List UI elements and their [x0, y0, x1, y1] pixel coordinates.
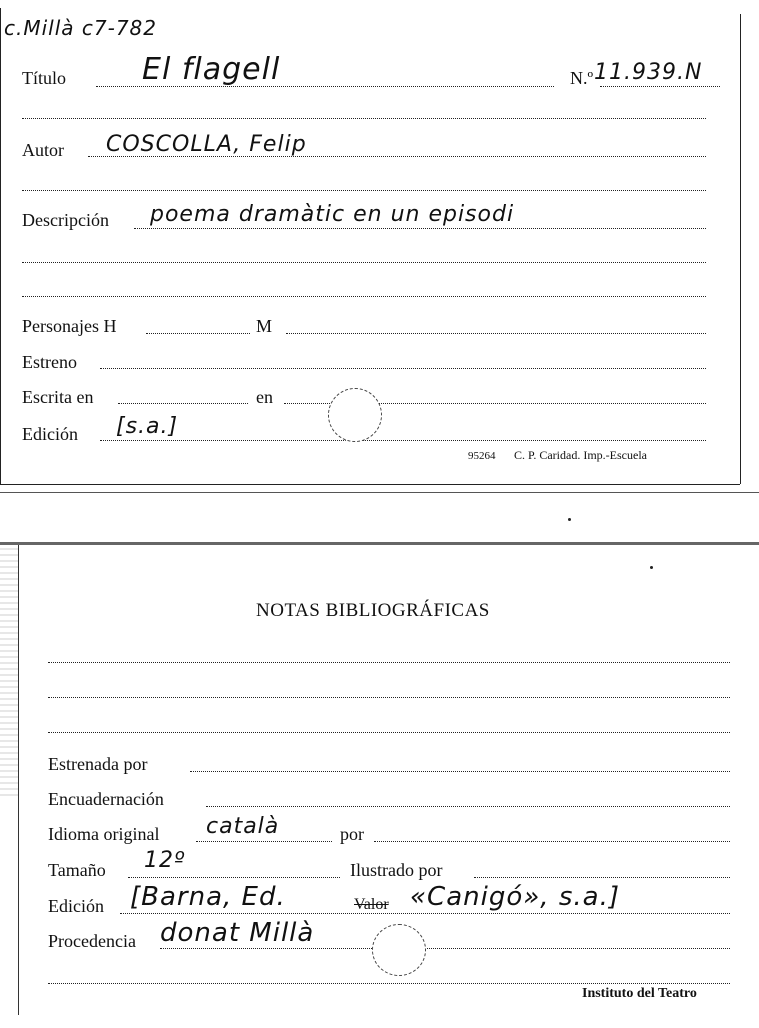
punch-hole-2	[372, 924, 426, 976]
edicion-value: [s.a.]	[116, 414, 179, 439]
descripcion-label: Descripción	[22, 210, 109, 230]
blank-line-3	[22, 262, 706, 263]
card-top-left-edge	[0, 8, 1, 484]
estreno-label: Estreno	[22, 352, 77, 372]
card-bottom-top-edge	[0, 542, 759, 545]
procedencia-label: Procedencia	[48, 931, 136, 951]
notas-line-1	[48, 662, 730, 663]
idioma-label: Idioma original	[48, 824, 160, 844]
card-top-bottom-edge	[0, 484, 740, 485]
edicion2-label: Edición	[48, 896, 104, 916]
edicion2-value-b: «Canigó», s.a.]	[410, 882, 620, 912]
top-note: c.Millà c7-782	[4, 16, 158, 40]
numero-line	[600, 86, 720, 87]
tamano-label: Tamaño	[48, 860, 106, 880]
numero-label: N.º	[570, 68, 594, 88]
edicion2-struck: Valor	[354, 896, 389, 913]
personajes-h-line	[146, 333, 250, 334]
edicion2-value-a: [Barna, Ed.	[130, 882, 286, 912]
procedencia-value: donat Millà	[160, 918, 315, 948]
edicion-label: Edición	[22, 424, 78, 444]
punch-hole	[328, 388, 382, 442]
descripcion-value: poema dramàtic en un episodi	[150, 202, 515, 227]
procedencia-line	[160, 948, 730, 949]
blank-line-2	[22, 190, 706, 191]
tamano-line	[128, 877, 340, 878]
edicion-line	[100, 440, 706, 441]
card-top-right-edge	[740, 14, 741, 484]
titulo-label: Título	[22, 68, 66, 88]
printer-name: C. P. Caridad. Imp.-Escuela	[514, 448, 647, 462]
idioma-line	[196, 841, 332, 842]
scan-noise-left	[0, 548, 18, 798]
notas-line-2	[48, 697, 730, 698]
por-line	[374, 841, 730, 842]
encuadernacion-line	[206, 806, 730, 807]
blank-line-4	[22, 296, 706, 297]
scan-speck	[650, 566, 653, 569]
notas-line-3	[48, 732, 730, 733]
edicion2-line	[120, 913, 730, 914]
autor-value: COSCOLLA, Felip	[106, 132, 307, 157]
personajes-m-label: M	[256, 316, 273, 336]
por-label: por	[340, 824, 364, 844]
personajes-label: Personajes H	[22, 316, 117, 336]
card-bottom-left-edge	[18, 545, 19, 1015]
instituto-footer: Instituto del Teatro	[582, 986, 697, 1001]
scan-speck	[568, 518, 571, 521]
escrita-en2-label: en	[256, 387, 273, 407]
encuadernacion-label: Encuadernación	[48, 789, 164, 809]
numero-value: 11.939.N	[594, 60, 703, 85]
tamano-value: 12º	[144, 848, 186, 873]
ilustrado-line	[474, 877, 730, 878]
escrita-label: Escrita en	[22, 387, 94, 407]
idioma-value: català	[206, 814, 280, 839]
printer-code: 95264	[468, 450, 496, 462]
estrenada-line	[190, 771, 730, 772]
notas-heading: NOTAS BIBLIOGRÁFICAS	[256, 600, 490, 621]
blank-line-1	[22, 118, 706, 119]
descripcion-line	[134, 228, 706, 229]
final-line	[48, 983, 730, 984]
personajes-m-line	[286, 333, 706, 334]
titulo-value: El flagell	[142, 52, 281, 87]
escrita-line-1	[118, 403, 248, 404]
autor-label: Autor	[22, 140, 64, 160]
card-top-under-edge	[0, 492, 759, 493]
estreno-line	[100, 368, 706, 369]
estrenada-label: Estrenada por	[48, 754, 148, 774]
ilustrado-label: Ilustrado por	[350, 860, 443, 880]
